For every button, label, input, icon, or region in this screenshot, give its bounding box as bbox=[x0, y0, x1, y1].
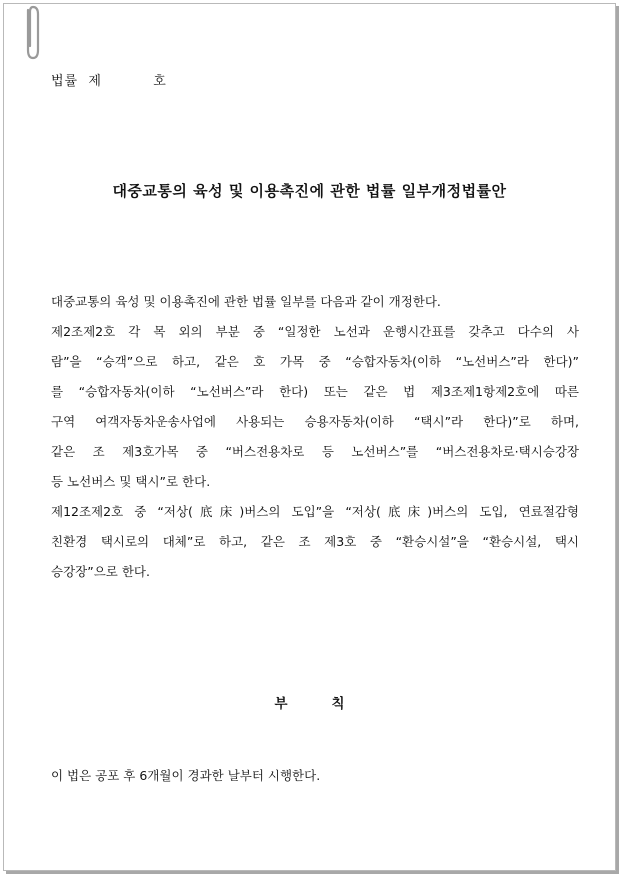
bill-body bbox=[51, 287, 579, 587]
amendment-1-line: 등 노선버스 및 택시”로 한다. bbox=[51, 474, 211, 489]
bill-title: 대중교통의 육성 및 이용촉진에 관한 법률 일부개정법률안 bbox=[112, 182, 507, 200]
amendment-2-line: 승강장”으로 한다. bbox=[51, 564, 150, 579]
law-number: 법률 제 호 bbox=[51, 74, 167, 89]
amendment-2-line: 제12조제2호 중 “저상(底床)버스의 도입”을 “저상(底床)버스의 도입, 연료절감형 bbox=[51, 504, 579, 519]
document-page bbox=[3, 3, 616, 871]
amendment-1-line: 제2조제2호 각 목 외의 부분 중 “일정한 노선과 운행시간표를 갖추고 다수의 사 bbox=[51, 324, 579, 339]
amendment-2-line: 친환경 택시로의 대체”로 하고, 같은 조 제3호 중 “환승시설”을 “환승시설, 택시 bbox=[51, 534, 579, 549]
intro-paragraph: 대중교통의 육성 및 이용촉진에 관한 법률 일부를 다음과 같이 개정한다. bbox=[51, 294, 441, 309]
amendment-1-line: 를 “승합자동차(이하 “노선버스”라 한다) 또는 같은 법 제3조제1항제2호에 따른 bbox=[51, 384, 579, 399]
appendix-text: 이 법은 공포 후 6개월이 경과한 날부터 시행한다. bbox=[51, 768, 321, 783]
amendment-1-line: 구역 여객자동차운송사업에 사용되는 승용자동차(이하 “택시”라 한다)”로 하며, bbox=[51, 414, 579, 429]
appendix-heading: 부칙 bbox=[274, 696, 389, 712]
amendment-1-line: 같은 조 제3호가목 중 “버스전용차로 등 노선버스”를 “버스전용차로·택시승강장 bbox=[51, 444, 579, 459]
paperclip-icon bbox=[22, 4, 42, 62]
amendment-1-line: 람”을 “승객”으로 하고, 같은 호 가목 중 “승합자동차(이하 “노선버스”라 한다)” bbox=[51, 354, 579, 369]
